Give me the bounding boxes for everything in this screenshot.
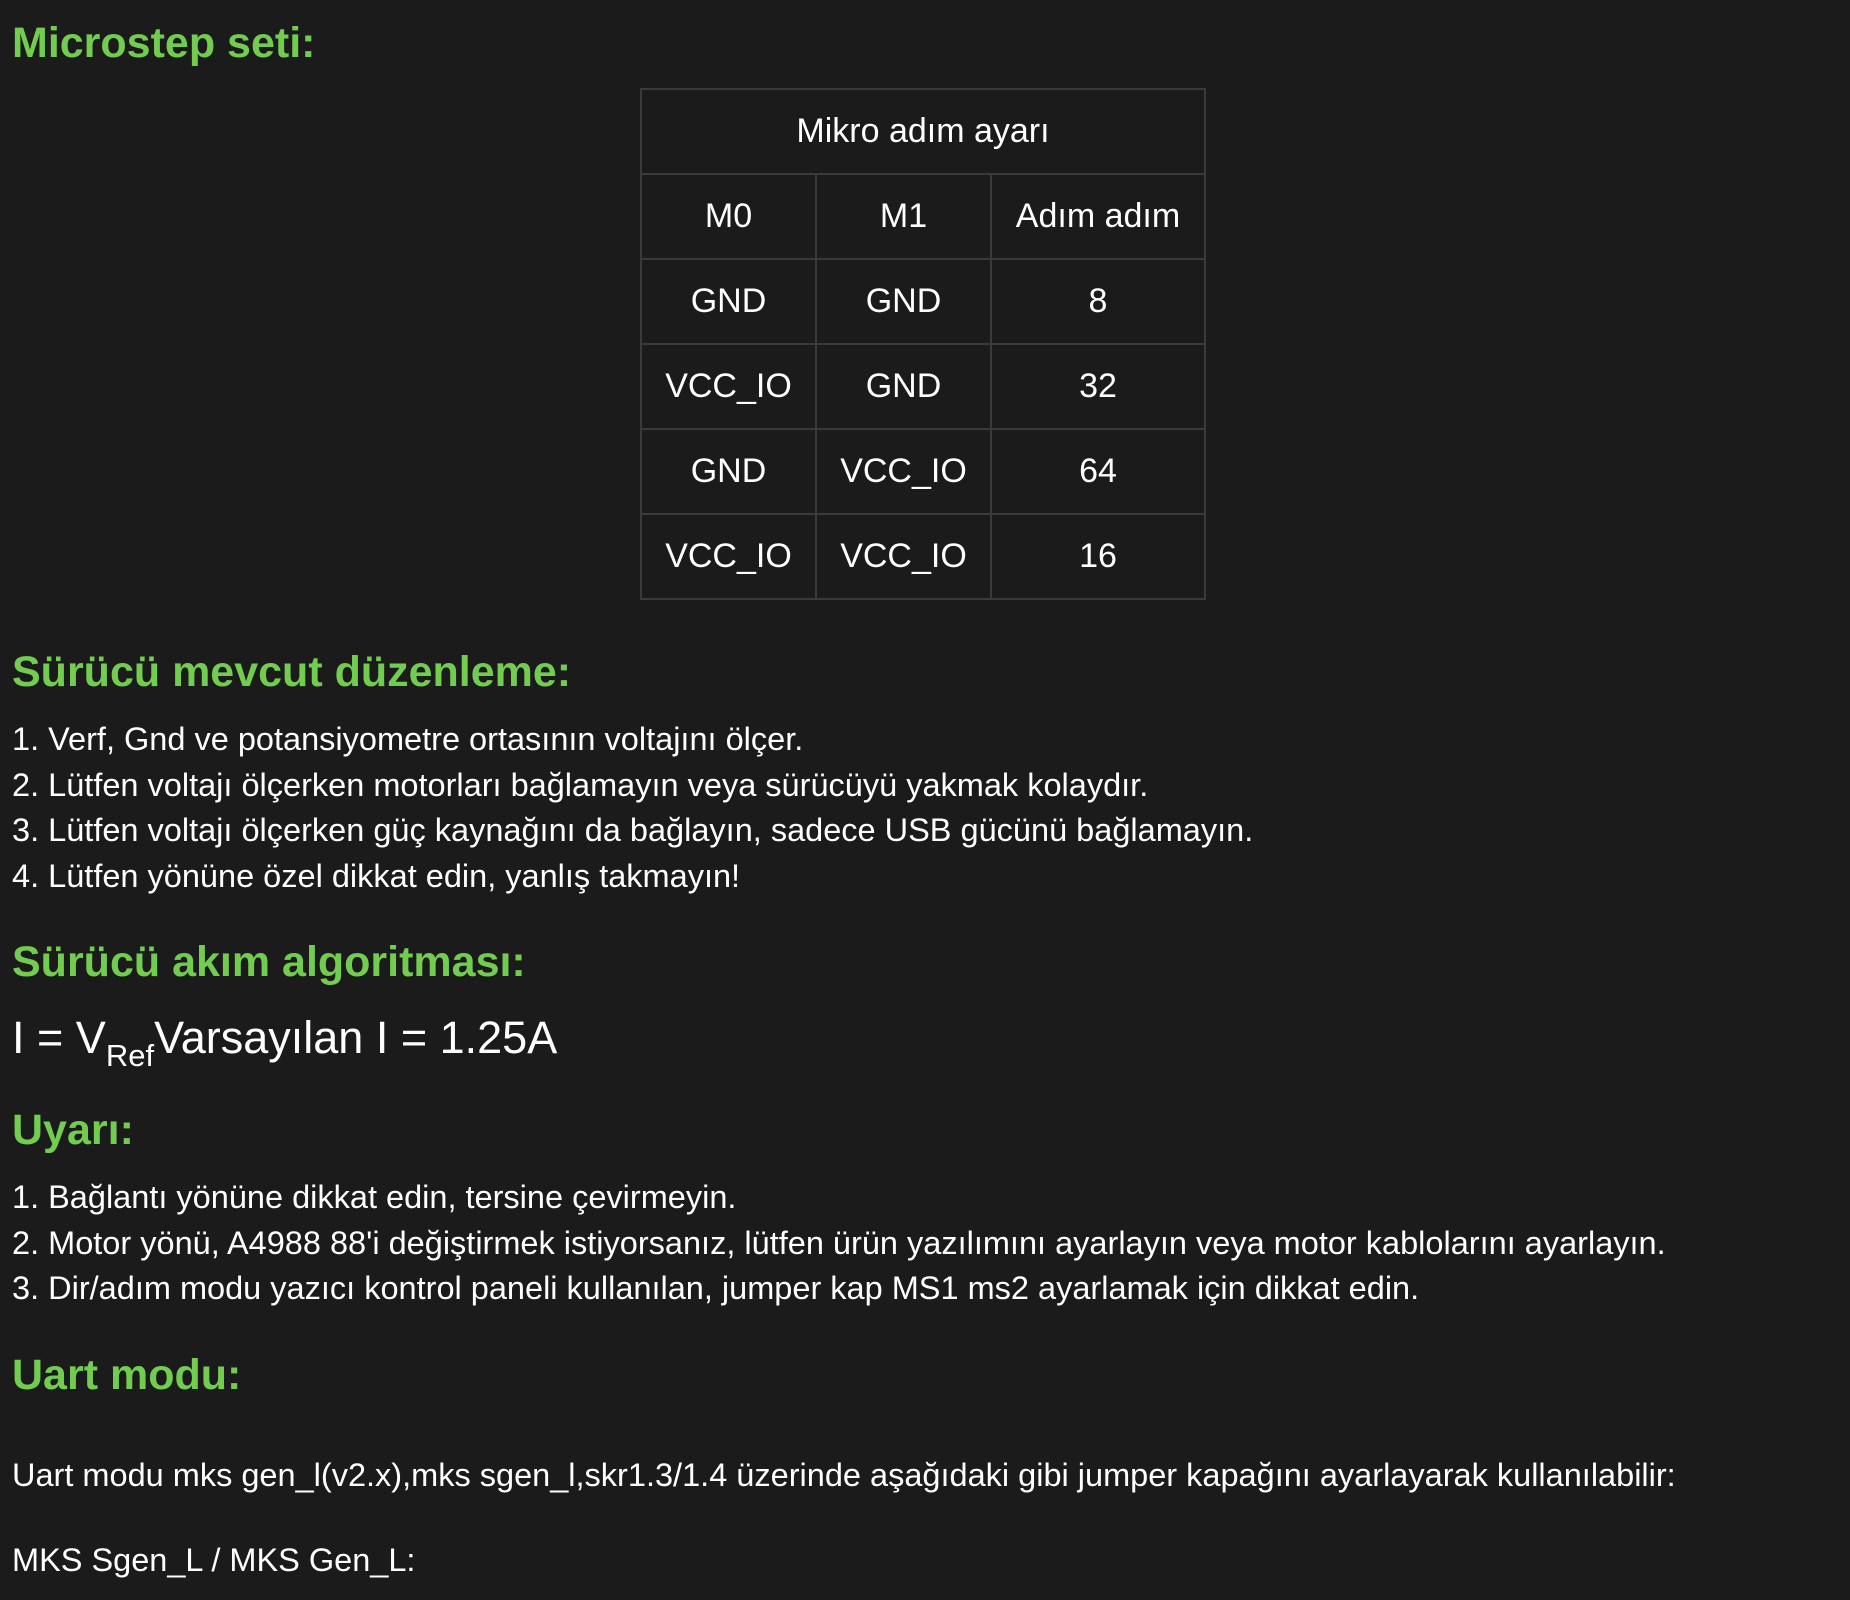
- list-item: 3. Dir/adım modu yazıcı kontrol paneli kullanılan, jumper kap MS1 ms2 ayarlamak için dikkat edin.: [12, 1270, 1420, 1306]
- uart-description: Uart modu mks gen_l(v2.x),mks sgen_l,skr1.3/1.4 üzerinde aşağıdaki gibi jumper kapağını ayarlayarak kullanılabilir:: [12, 1456, 1676, 1493]
- table-cell: 16: [991, 514, 1205, 599]
- heading-microstep: Microstep seti:: [12, 19, 316, 67]
- table-row: [641, 514, 1205, 599]
- list-item: 2. Lütfen voltajı ölçerken motorları bağlamayın veya sürücüyü yakmak kolaydır.: [12, 766, 1149, 803]
- current-adjust-list: [12, 717, 1253, 899]
- table-cell: VCC_IO: [816, 429, 991, 514]
- table-row: [641, 429, 1205, 514]
- heading-uart: Uart modu:: [12, 1351, 242, 1399]
- heading-current-adjust: Sürücü mevcut düzenleme:: [12, 648, 572, 696]
- warning-list: [12, 1175, 1666, 1312]
- table-cell: VCC_IO: [641, 514, 816, 599]
- list-item: 1. Bağlantı yönüne dikkat edin, tersine çevirmeyin.: [12, 1179, 737, 1215]
- list-item: 2. Motor yönü, A4988 88'i değiştirmek istiyorsanız, lütfen ürün yazılımını ayarlayın veya motor kablolarını ayarlayın.: [12, 1224, 1666, 1261]
- table-cell: 8: [991, 259, 1205, 344]
- formula-suffix: Varsayılan I = 1.25A: [154, 1012, 558, 1063]
- current-formula: [12, 1010, 558, 1073]
- table-header-steps: Adım adım: [991, 174, 1205, 259]
- table-cell: 32: [991, 344, 1205, 429]
- table-header-row: [641, 174, 1205, 259]
- table-header-m1: M1: [816, 174, 991, 259]
- table-cell: VCC_IO: [816, 514, 991, 599]
- list-item: 4. Lütfen yönüne özel dikkat edin, yanlış takmayın!: [12, 857, 741, 894]
- table-cell: 64: [991, 429, 1205, 514]
- list-item: 1. Verf, Gnd ve potansiyometre ortasının voltajını ölçer.: [12, 721, 804, 757]
- formula-prefix: I = V: [12, 1012, 106, 1063]
- formula-subscript: Ref: [105, 1038, 155, 1073]
- table-caption: Mikro adım ayarı: [641, 89, 1205, 174]
- microstep-table: [640, 88, 1206, 600]
- heading-warning: Uyarı:: [12, 1106, 134, 1154]
- table-caption-row: [641, 89, 1205, 174]
- table-cell: VCC_IO: [641, 344, 816, 429]
- list-item: 3. Lütfen voltajı ölçerken güç kaynağını da bağlayın, sadece USB gücünü bağlamayın.: [12, 812, 1254, 848]
- table-cell: GND: [816, 344, 991, 429]
- table-row: [641, 259, 1205, 344]
- table-cell: GND: [641, 259, 816, 344]
- table-row: [641, 344, 1205, 429]
- mks-board-label: MKS Sgen_L / MKS Gen_L:: [12, 1541, 416, 1578]
- table-header-m0: M0: [641, 174, 816, 259]
- heading-current-algorithm: Sürücü akım algoritması:: [12, 938, 526, 986]
- table-cell: GND: [816, 259, 991, 344]
- table-cell: GND: [641, 429, 816, 514]
